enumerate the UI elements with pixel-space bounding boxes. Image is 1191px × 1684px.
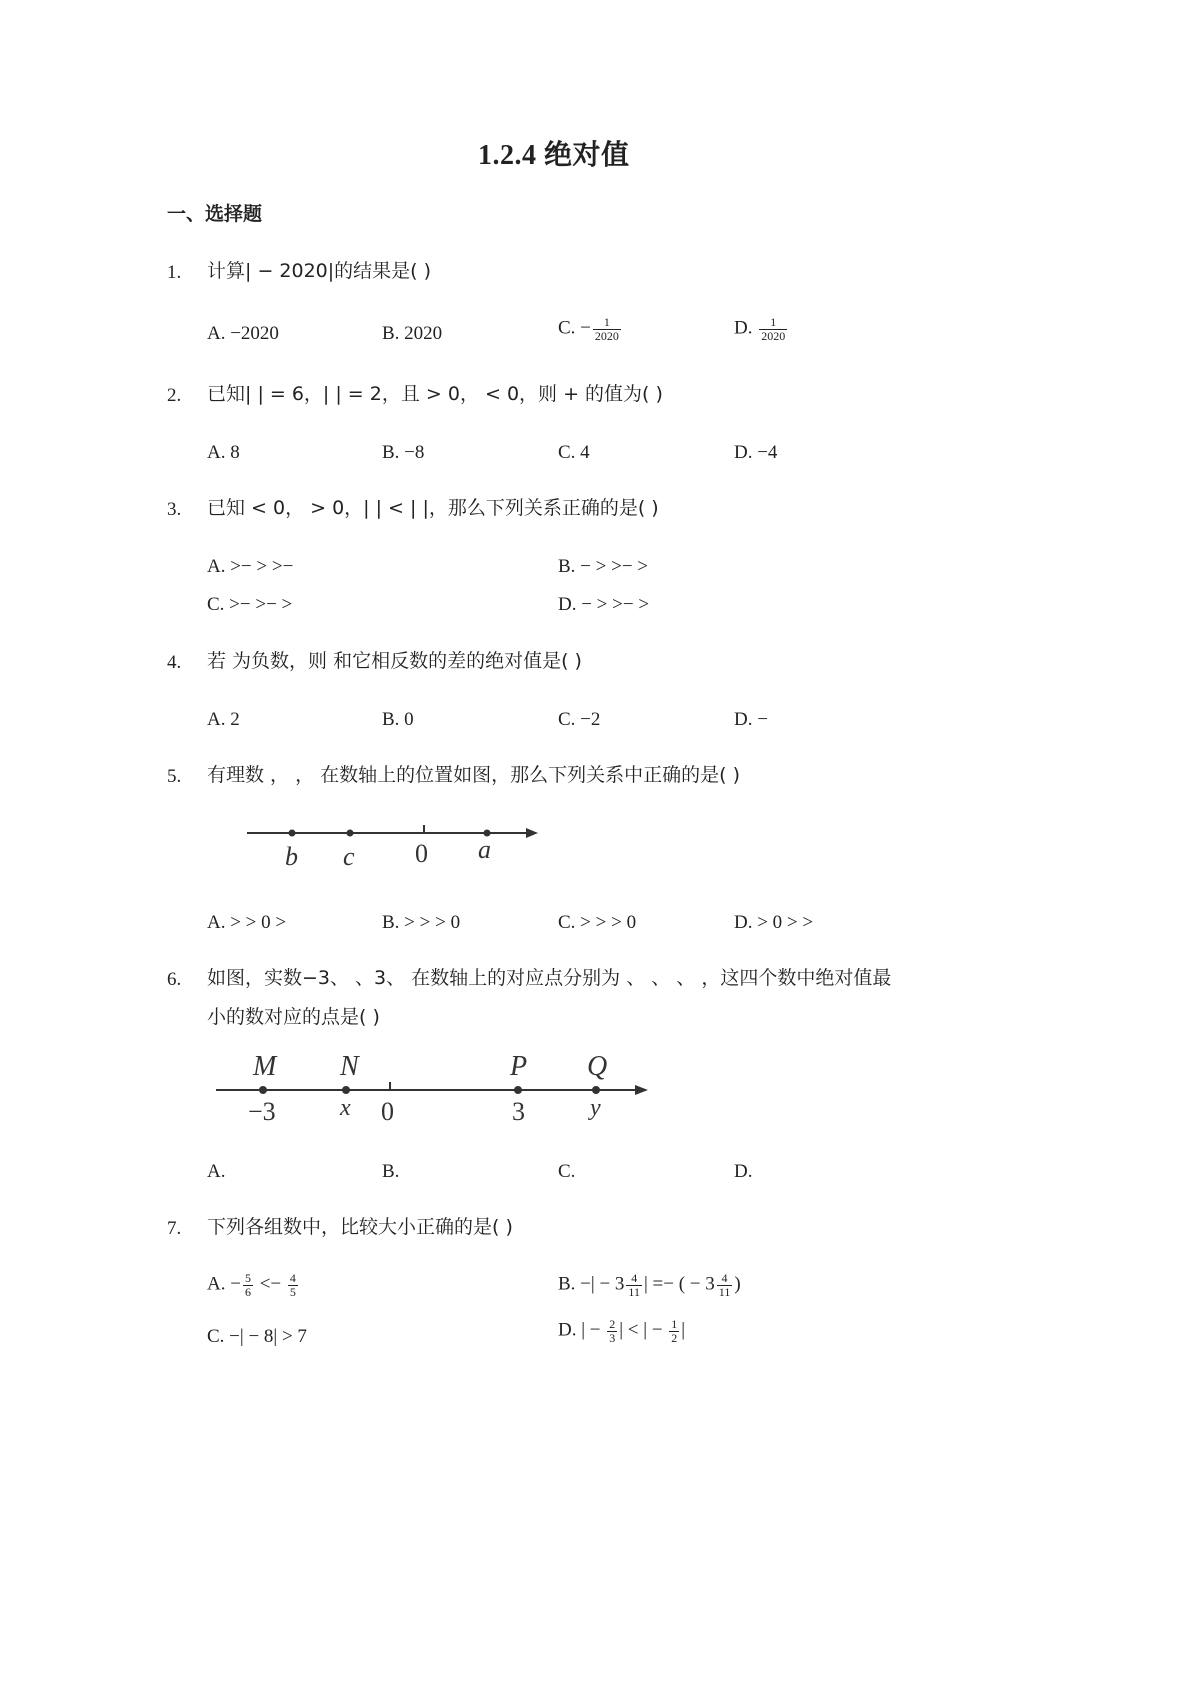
question-text: 下列各组数中，比较大小正确的是( ) bbox=[207, 1216, 513, 1238]
label-p: P bbox=[510, 1051, 528, 1082]
fraction-denominator: 11 bbox=[718, 1284, 731, 1299]
option-d: D. − bbox=[734, 709, 768, 730]
option-d bbox=[558, 1318, 685, 1344]
label-n: N bbox=[340, 1051, 359, 1082]
fraction-denominator: 2 bbox=[671, 1330, 678, 1345]
fraction-numerator: 1 bbox=[671, 1317, 678, 1331]
fraction-denominator: 6 bbox=[244, 1284, 251, 1299]
fraction bbox=[288, 1272, 298, 1298]
fraction bbox=[607, 1318, 617, 1344]
question-number: 3. bbox=[167, 499, 182, 520]
fraction bbox=[243, 1272, 253, 1298]
option-b: B. 2020 bbox=[382, 323, 443, 344]
option-b: B. bbox=[382, 1161, 400, 1182]
label-c: c bbox=[343, 842, 355, 871]
fraction-numerator: 2 bbox=[609, 1317, 616, 1331]
point-n bbox=[342, 1086, 350, 1094]
label-neg-three: −3 bbox=[248, 1097, 276, 1126]
question-number: 4. bbox=[167, 652, 182, 673]
option-d: D. − > >− > bbox=[558, 594, 650, 615]
option-a-prefix: A. − bbox=[207, 1273, 241, 1295]
fraction-denominator: 3 bbox=[609, 1330, 616, 1345]
option-b-suffix: ) bbox=[734, 1273, 741, 1295]
option-c: C. −| − 8| > 7 bbox=[207, 1326, 307, 1347]
point-q bbox=[592, 1086, 600, 1094]
option-b: B. − > >− > bbox=[558, 556, 648, 577]
option-a-middle: <− bbox=[254, 1273, 286, 1295]
question-number: 1. bbox=[167, 262, 182, 283]
option-a: A. −2020 bbox=[207, 323, 279, 344]
fraction bbox=[717, 1272, 733, 1298]
option-a bbox=[207, 1272, 300, 1298]
fraction bbox=[626, 1272, 642, 1298]
option-b-middle: | =− ( − 3 bbox=[643, 1273, 715, 1295]
fraction bbox=[593, 316, 621, 342]
option-d: D. −4 bbox=[734, 442, 778, 463]
question-number: 7. bbox=[167, 1218, 182, 1239]
option-c: C. bbox=[558, 1161, 576, 1182]
option-d: D. > 0 > > bbox=[734, 912, 814, 933]
question-text: 有理数 ， ， 在数轴上的位置如图，那么下列关系中正确的是( ) bbox=[207, 764, 740, 786]
option-d-prefix: D. | − bbox=[558, 1319, 606, 1341]
question-number: 6. bbox=[167, 969, 182, 990]
fraction bbox=[669, 1318, 679, 1344]
fraction-numerator: 4 bbox=[289, 1271, 296, 1285]
option-d bbox=[734, 316, 789, 342]
option-a: A. bbox=[207, 1161, 226, 1182]
option-d-suffix: | bbox=[681, 1319, 686, 1341]
option-c: C. >− >− > bbox=[207, 594, 293, 615]
option-a: A. > > 0 > bbox=[207, 912, 287, 933]
option-b: B. 0 bbox=[382, 709, 414, 730]
label-x: x bbox=[340, 1095, 351, 1121]
fraction-denominator: 5 bbox=[289, 1284, 296, 1299]
fraction-denominator: 2020 bbox=[761, 328, 786, 343]
option-a: A. 8 bbox=[207, 442, 240, 463]
option-b: B. −8 bbox=[382, 442, 425, 463]
option-b: B. > > > 0 bbox=[382, 912, 461, 933]
label-m: M bbox=[253, 1051, 277, 1082]
fraction-denominator: 2020 bbox=[594, 328, 619, 343]
question-number: 5. bbox=[167, 766, 182, 787]
question-text-line1: 如图，实数−3、 、3、 在数轴上的对应点分别为 、 、 、 ，这四个数中绝对值最 bbox=[207, 967, 892, 989]
label-zero: 0 bbox=[381, 1097, 394, 1126]
question-text: 已知| | = 6，| | = 2，且 > 0， < 0，则 + 的值为( ) bbox=[207, 383, 663, 405]
option-a: A. >− > >− bbox=[207, 556, 294, 577]
label-b: b bbox=[285, 842, 298, 871]
fraction-numerator: 4 bbox=[717, 1272, 733, 1286]
question-text: 若 为负数，则 和它相反数的差的绝对值是( ) bbox=[207, 650, 582, 672]
label-q: Q bbox=[587, 1051, 608, 1082]
option-d-middle: | < | − bbox=[619, 1319, 668, 1341]
option-d-prefix: D. bbox=[734, 317, 758, 339]
fraction bbox=[759, 316, 787, 342]
option-c: C. −2 bbox=[558, 709, 601, 730]
fraction-numerator: 1 bbox=[593, 316, 621, 330]
label-three: 3 bbox=[512, 1097, 525, 1126]
option-c bbox=[558, 316, 623, 342]
option-c-prefix: C. − bbox=[558, 317, 591, 339]
fraction-denominator: 11 bbox=[628, 1284, 640, 1299]
number-line-arrow bbox=[526, 828, 538, 838]
number-line-arrow bbox=[635, 1085, 648, 1095]
label-y: y bbox=[590, 1095, 601, 1121]
option-d: D. bbox=[734, 1161, 753, 1182]
number-line-figure bbox=[240, 815, 550, 875]
option-a: A. 2 bbox=[207, 709, 240, 730]
option-b bbox=[558, 1272, 741, 1298]
number-line-figure bbox=[210, 1045, 660, 1130]
fraction-numerator: 4 bbox=[626, 1272, 642, 1286]
option-b-prefix: B. −| − 3 bbox=[558, 1273, 625, 1295]
option-c: C. > > > 0 bbox=[558, 912, 637, 933]
point-b bbox=[289, 830, 296, 837]
question-text: 计算| − 2020|的结果是( ) bbox=[207, 260, 432, 282]
label-a: a bbox=[478, 835, 491, 864]
fraction-numerator: 5 bbox=[244, 1271, 251, 1285]
section-heading: 一、选择题 bbox=[167, 203, 263, 225]
option-c: C. 4 bbox=[558, 442, 590, 463]
point-p bbox=[514, 1086, 522, 1094]
fraction-numerator: 1 bbox=[759, 316, 787, 330]
point-m bbox=[259, 1086, 267, 1094]
page-title: 1.2.4 绝对值 bbox=[478, 140, 630, 171]
question-number: 2. bbox=[167, 385, 182, 406]
question-text-line2: 小的数对应的点是( ) bbox=[207, 1006, 380, 1028]
question-text: 已知 < 0， > 0，| | < | |，那么下列关系正确的是( ) bbox=[207, 497, 659, 519]
point-c bbox=[347, 830, 354, 837]
label-zero: 0 bbox=[415, 839, 428, 868]
